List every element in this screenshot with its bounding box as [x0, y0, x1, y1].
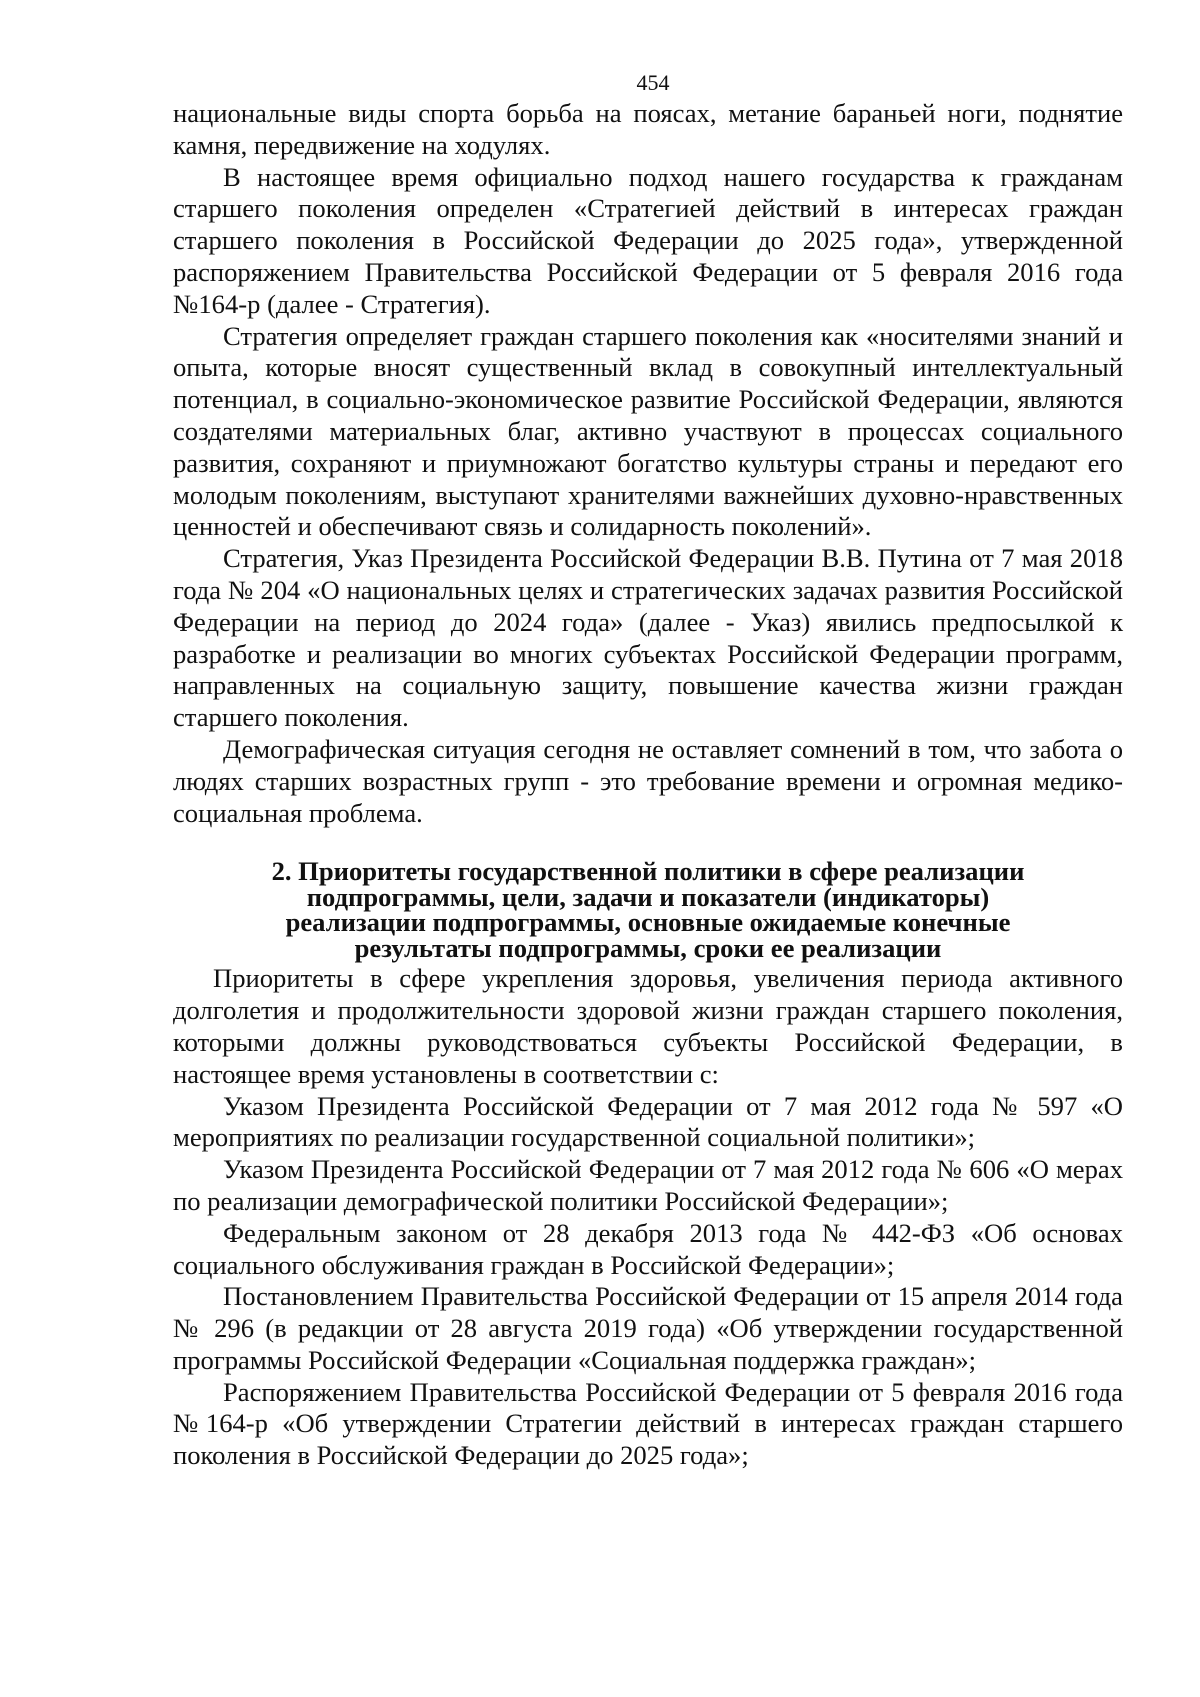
heading-line: реализации подпрограммы, основные ожидаемые конечные: [285, 907, 1011, 938]
paragraph-decree: Стратегия, Указ Президента Российской Федерации В.В. Путина от 7 мая 2018 года № 204 «О национальных целях и стратегических задачах развития Российской Федерации на период до 2024 года» (далее - Указ) явились предпосылкой к разработке и реализации во многих субъектах Российской Федерации программ, направленных на социальную защиту, повышение качества жизни граждан старшего поколения.: [173, 543, 1123, 733]
list-item-order-164: Распоряжением Правительства Российской Федерации от 5 февраля 2016 года №164-р «Об утверждении Стратегии действий в интересах граждан старшего поколения в Российской Федерации до 2025 года»;: [173, 1376, 1123, 1471]
heading-line: результаты подпрограммы, сроки ее реализации: [354, 932, 942, 963]
page-number: 454: [636, 70, 670, 95]
section-heading: [173, 856, 1123, 963]
paragraph-strategy-intro: В настоящее время официально подход нашего государства к гражданам старшего поколения определен «Стратегией действий в интересах граждан старшего поколения в Российской Федерации до 2025 года», утвержденной распоряжением Правительства Российской Федерации от 5 февраля 2016 года №164-р (далее - Стратегия).: [173, 161, 1123, 319]
paragraph-strategy-definition: Стратегия определяет граждан старшего поколения как «носителями знаний и опыта, которые вносят существенный вклад в совокупный интеллектуальный потенциал, в социально-экономическое развитие Российской Федерации, являются создателями материальных благ, активно участвуют в процессах социального развития, сохраняют и приумножают богатство культуры страны и передают его молодым поколениям, выступают хранителями важнейших духовно-нравственных ценностей и обеспечивают связь и солидарность поколений».: [173, 320, 1123, 542]
list-item-law-442: Федеральным законом от 28 декабря 2013 года № 442-ФЗ «Об основах социального обслуживания граждан в Российской Федерации»;: [173, 1217, 1123, 1280]
paragraph-sports: национальные виды спорта борьба на поясах, метание бараньей ноги, поднятие камня, передвижение на ходулях.: [173, 98, 1123, 160]
list-item-decree-597: Указом Президента Российской Федерации от 7 мая 2012 года № 597 «О мероприятиях по реализации государственной социальной политики»;: [173, 1090, 1123, 1153]
paragraph-demography: Демографическая ситуация сегодня не оставляет сомнений в том, что забота о людях старших возрастных групп - это требование времени и огромная медико-социальная проблема.: [173, 733, 1123, 828]
document-page: [173, 70, 1123, 1472]
heading-line: подпрограммы, цели, задачи и показатели (индикаторы): [306, 881, 990, 912]
section-gap: [173, 829, 1123, 859]
list-item-decree-606: Указом Президента Российской Федерации от 7 мая 2012 года № 606 «О мерах по реализации демографической политики Российской Федерации»;: [173, 1154, 1123, 1216]
list-item-resolution-296: Постановлением Правительства Российской Федерации от 15 апреля 2014 года № 296 (в редакции от 28 августа 2019 года) «Об утверждении государственной программы Российской Федерации «Социальная поддержка граждан»;: [173, 1281, 1123, 1375]
heading-line: 2. Приоритеты государственной политики в сфере реализации: [271, 856, 1025, 887]
paragraph-priorities: Приоритеты в сфере укрепления здоровья, увеличения периода активного долголетия и продолжительности здоровой жизни граждан старшего поколения, которыми должны руководствоваться субъекты Российской Федерации, в настоящее время установлены в соответствии с:: [173, 963, 1123, 1089]
